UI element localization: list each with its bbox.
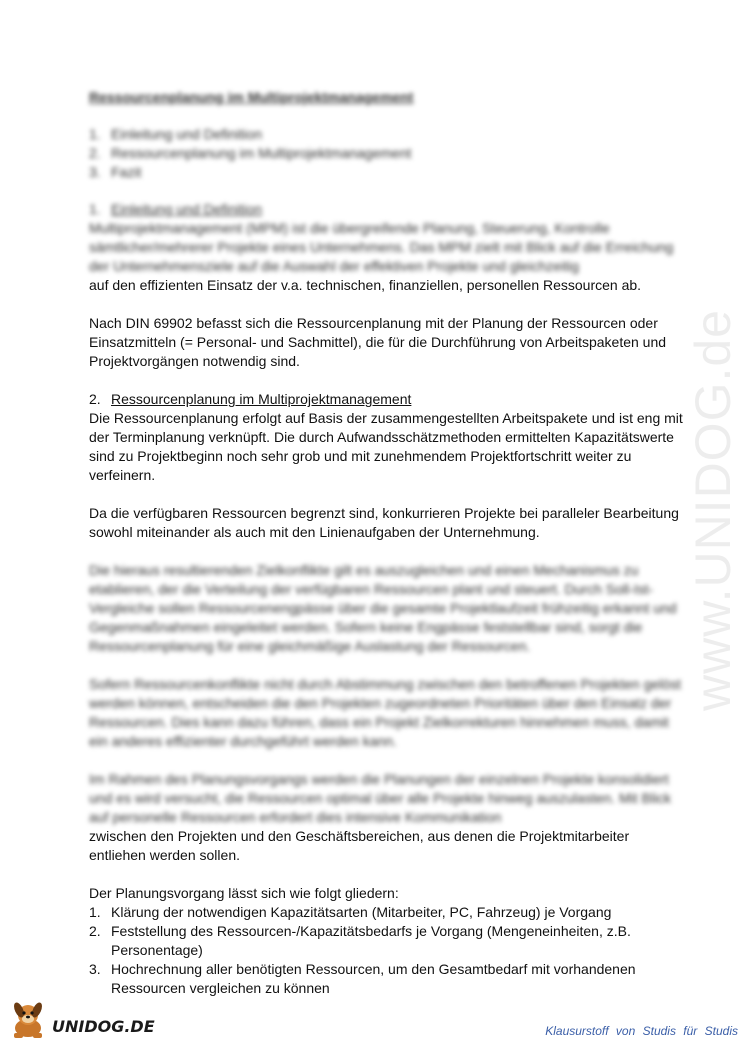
list-item: 2. Feststellung des Ressourcen-/Kapazitätsbedarfs je Vorgang (Mengeneinheiten, z.B. Personentage) [89,923,631,958]
section-1 [89,200,689,295]
footer-slogan: Klausurstoff von Studis für Studis [545,1024,738,1038]
section-2-paragraph-3-visible: zwischen den Projekten und den Geschäftsbereichen, aus denen die Projektmitarbeiter entliehen werden sollen. [89,828,630,863]
section-2 [89,390,689,485]
toc-item: 3. Fazit [89,164,142,180]
unidog-logo[interactable] [6,998,155,1040]
section-2-blurred-paragraph-2: Sofern Ressourcenkonflikte nicht durch Abstimmung zwischen den betroffenen Projekten gelöst werden können, entscheiden die den Projekten zugeordneten Prioritäten über den Einsatz der Ressourcen. Dies kann dazu führen, dass ein Projekt Zielkorrekturen hinnehmen muss, damit ein anderes effizienter durchgeführt werden kann. [89,676,681,749]
table-of-contents [89,125,689,182]
section-2-paragraph-3 [89,770,689,865]
section-2-blurred-paragraph-1: Die hieraus resultierenden Zielkonflikte gilt es auszugleichen und einen Mechanismus zu etablieren, der die Verteilung der verfügbaren Ressourcen plant und steuert. Durch Soll-Ist-Vergleiche sollen Ressourcenengpässe über die gesamte Projektlaufzeit frühzeitig erkannt und Gegenmaßnahmen eingeleitet werden. Sofern keine Engpässe feststellbar sind, sorgt die Ressourcenplanung für eine gleichmäßige Auslastung der Ressourcen. [89,562,677,654]
planning-steps-list [89,903,689,998]
toc-item: 2. Ressourcenplanung im Multiprojektmanagement [89,145,412,161]
section-2-heading: 2. Ressourcenplanung im Multiprojektmanagement [89,391,412,407]
section-1-heading: 1. Einleitung und Definition [89,201,262,217]
planning-list-intro: Der Planungsvorgang lässt sich wie folgt gliedern: [89,885,399,901]
toc-item: 1. Einleitung und Definition [89,126,262,142]
section-2-paragraph-2: Da die verfügbaren Ressourcen begrenzt sind, konkurrieren Projekte bei paralleler Bearbeitung sowohl miteinander als auch mit den Linienaufgaben der Unternehmung. [89,505,679,540]
section-2-paragraph-1: Die Ressourcenplanung erfolgt auf Basis der zusammengestellten Arbeitspakete und ist eng mit der Terminplanung verknüpft. Die durch Aufwandsschätzmethoden ermittelten Kapazitätswerte sind zu Projektbeginn noch sehr grob und mit zunehmendem Projektfortschritt weiter zu verfeinern. [89,410,683,483]
logo-text: UNIDOG.DE [52,1017,155,1036]
document-title: Ressourcenplanung im Multiprojektmanagement [89,89,414,105]
document-content [89,88,689,998]
list-item: 1. Klärung der notwendigen Kapazitätsarten (Mitarbeiter, PC, Fahrzeug) je Vorgang [89,904,612,920]
watermark: www.UNIDOG.de [685,309,741,711]
list-item: 3. Hochrechnung aller benötigten Ressourcen, um den Gesamtbedarf mit vorhandenen Ressourcen vergleichen zu können [89,961,636,996]
section-1-paragraph-2: Nach DIN 69902 befasst sich die Ressourcenplanung mit der Planung der Ressourcen oder Einsatzmitteln (= Personal- und Sachmittel), die für die Durchführung von Arbeitspaketen und Projektvorgängen notwendig sind. [89,315,667,369]
section-1-intro-blurred: Multiprojektmanagement (MPM) ist die übergreifende Planung, Steuerung, Kontrolle sämtlicher/mehrerer Projekte eines Unternehmens. Das MPM zielt mit Blick auf die Erreichung der Unternehmensziele auf die Auswahl der effektiven Projekte und gleichzeitig [89,220,674,274]
dog-mascot-icon [6,998,50,1040]
section-2-blurred-paragraph-3: Im Rahmen des Planungsvorgangs werden die Planungen der einzelnen Projekte konsolidiert und es wird versucht, die Ressourcen optimal über alle Projekte hinweg auszulasten. Mit Blick auf personelle Ressourcen erfordert dies intensive Kommunikation [89,771,672,825]
section-1-intro-visible: auf den effizienten Einsatz der v.a. technischen, finanziellen, personellen Ressourcen ab. [89,277,642,293]
